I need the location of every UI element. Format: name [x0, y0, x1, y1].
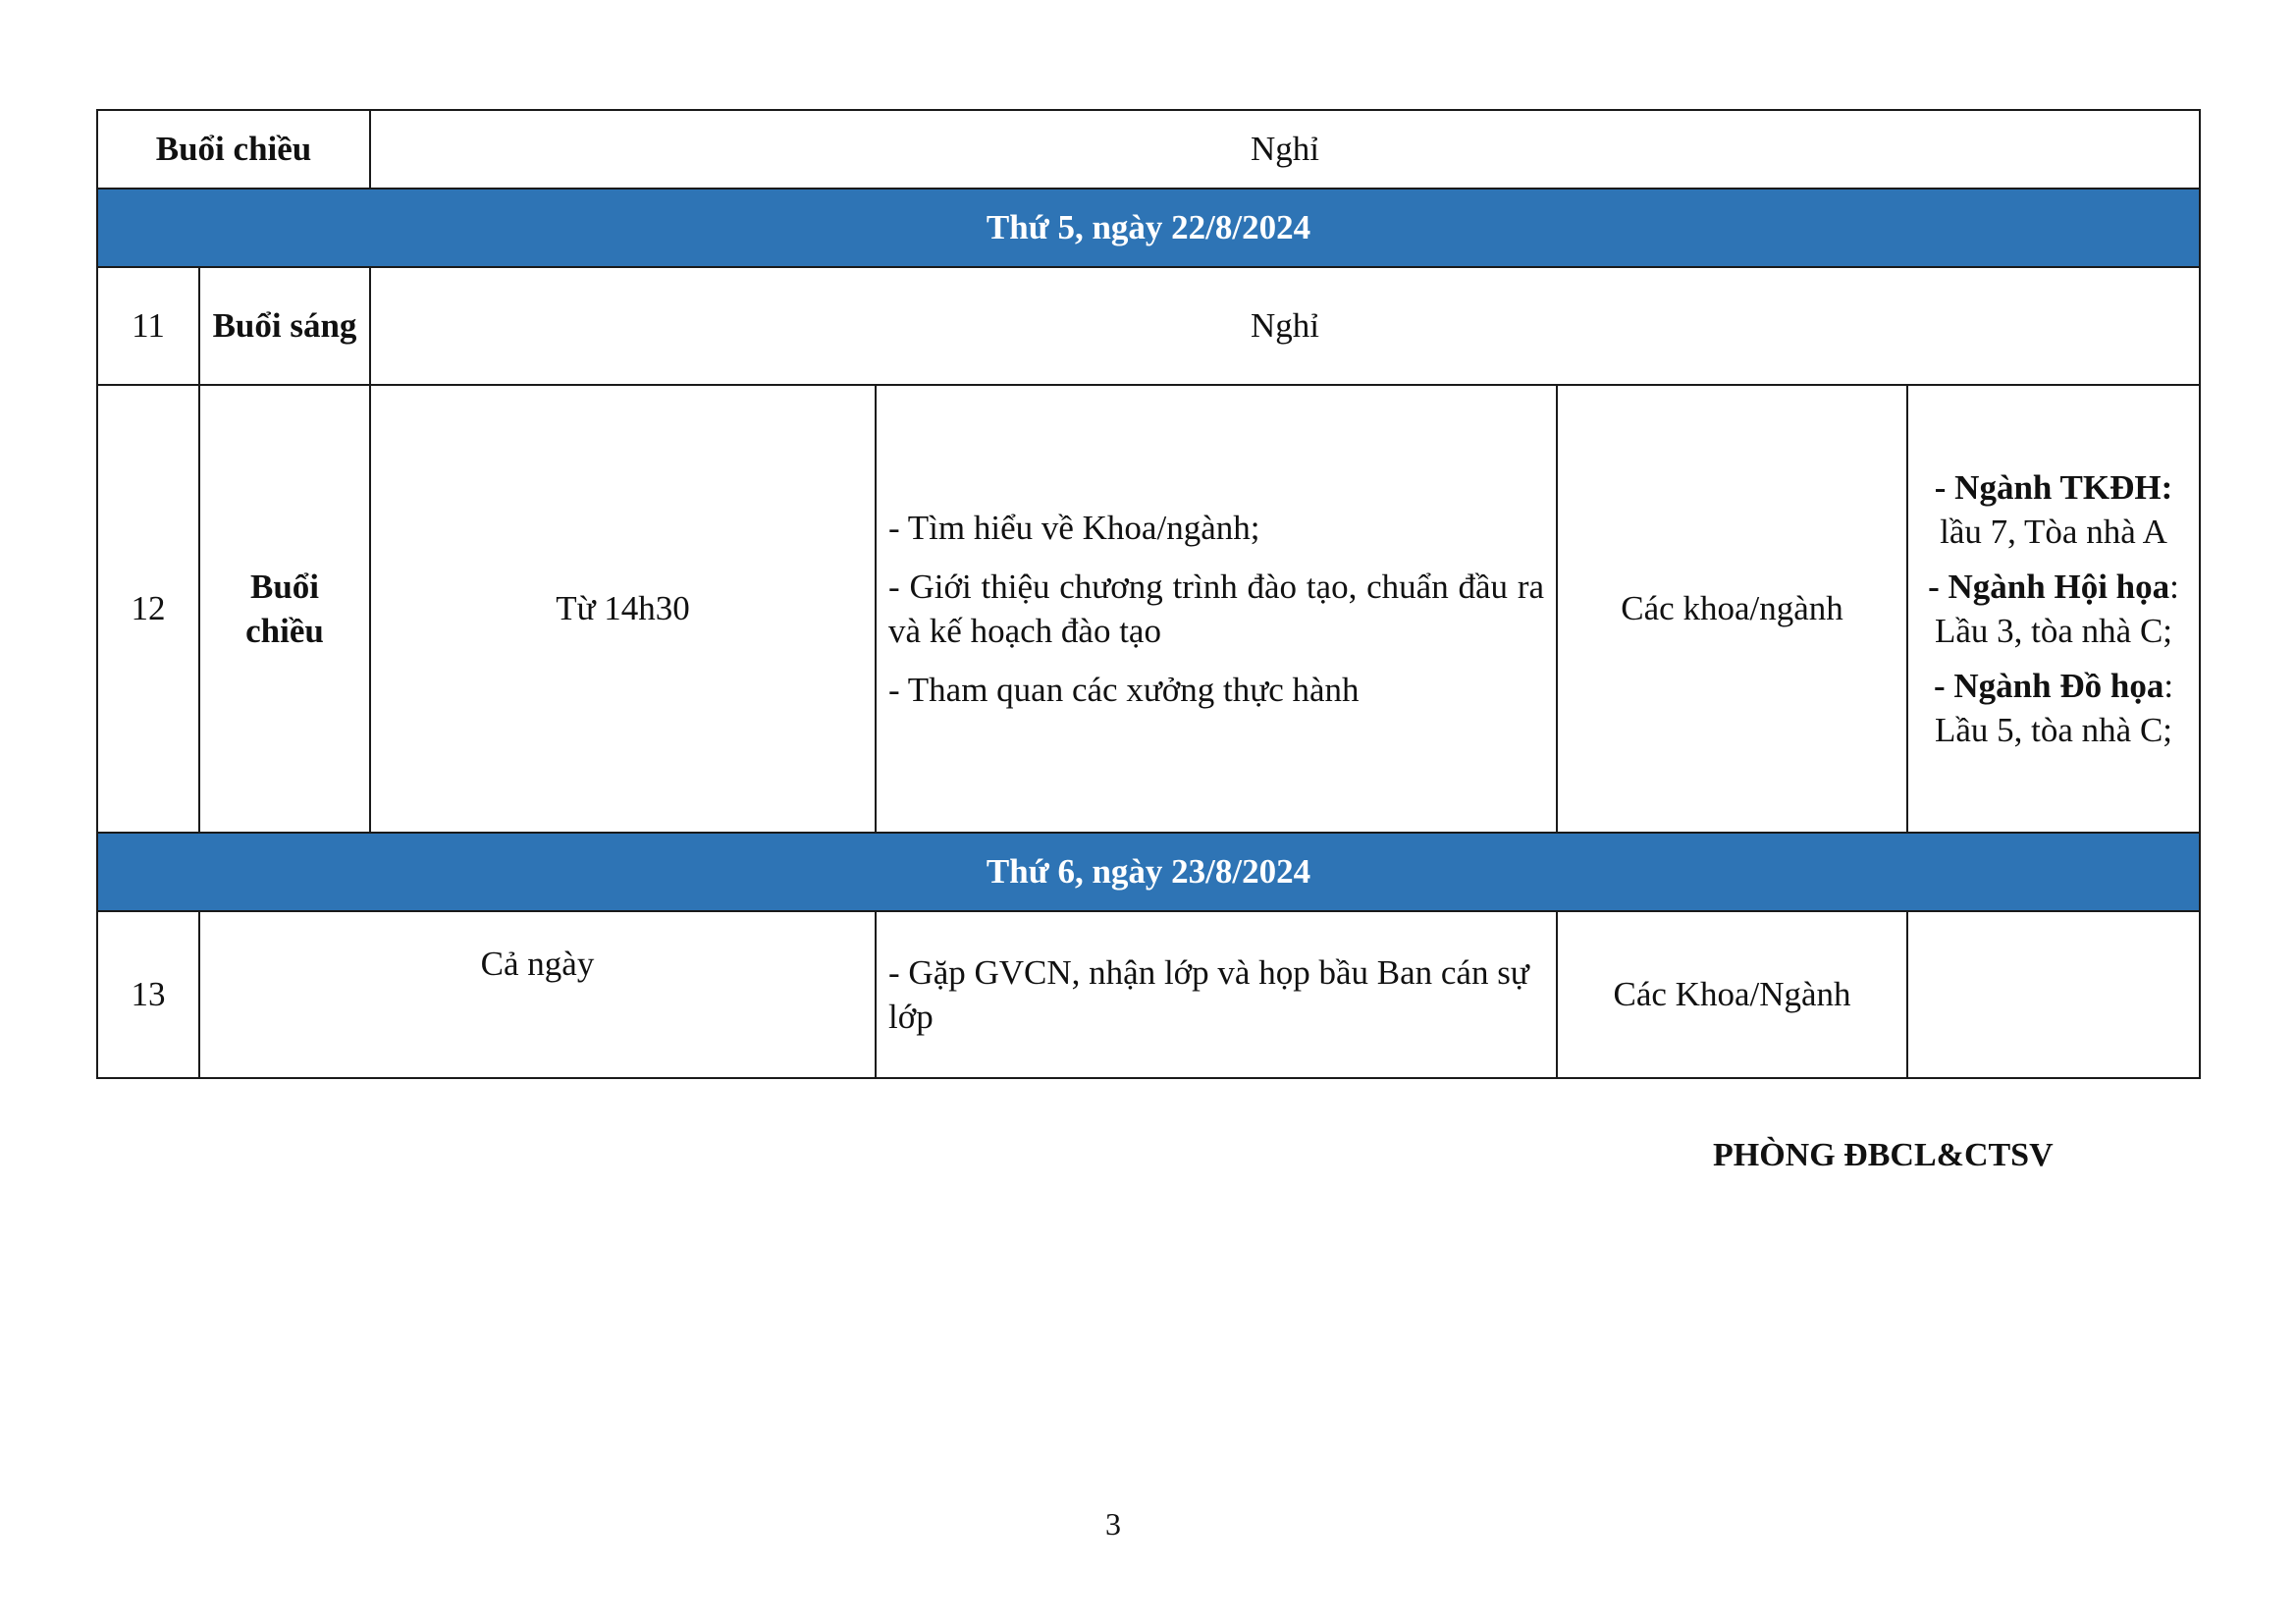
- day-header-row: [97, 833, 2200, 911]
- content-cell: Nghỉ: [370, 267, 2200, 385]
- session-cell: Buổi sáng: [199, 267, 370, 385]
- row-number: 11: [97, 267, 199, 385]
- day-header: Thứ 6, ngày 23/8/2024: [97, 833, 2200, 911]
- location-detail: lầu 7, Tòa nhà A: [1940, 513, 2167, 551]
- time-cell: Từ 14h30: [370, 385, 876, 833]
- activity-item: - Giới thiệu chương trình đào tạo, chuẩn đầu ra và kế hoạch đào tạo: [888, 567, 1545, 650]
- table-row: [97, 911, 2200, 1078]
- location-detail: : Lầu 3, tòa nhà C;: [1935, 567, 2179, 650]
- table-row: [97, 267, 2200, 385]
- content-cell: Nghỉ: [370, 110, 2200, 189]
- day-header: Thứ 5, ngày 22/8/2024: [97, 189, 2200, 267]
- location-cell: [1907, 911, 2200, 1078]
- location-item: [1920, 465, 2187, 555]
- location-name: - Ngành TKĐH:: [1934, 467, 2173, 507]
- day-header-row: [97, 189, 2200, 267]
- time-cell: Cả ngày: [199, 911, 876, 1078]
- location-item: [1920, 664, 2187, 753]
- table-row: [97, 385, 2200, 833]
- responsible-cell: Các Khoa/Ngành: [1557, 911, 1907, 1078]
- schedule-table: [96, 109, 2201, 1079]
- signature-department: PHÒNG ĐBCL&CTSV: [1713, 1137, 2054, 1173]
- location-item: [1920, 565, 2187, 654]
- page-number: 3: [1105, 1506, 1121, 1542]
- activity-item: - Tìm hiểu về Khoa/ngành;: [888, 509, 1260, 547]
- table-row: [97, 110, 2200, 189]
- location-cell: [1907, 385, 2200, 833]
- row-number: 12: [97, 385, 199, 833]
- activities-cell: [876, 385, 1557, 833]
- session-cell: Buổi chiều: [199, 385, 370, 833]
- session-cell: Buổi chiều: [97, 110, 370, 189]
- row-number: 13: [97, 911, 199, 1078]
- location-name: - Ngành Đồ họa: [1933, 666, 2164, 705]
- location-detail: : Lầu 5, tòa nhà C;: [1935, 666, 2174, 749]
- activity-item: - Tham quan các xưởng thực hành: [888, 670, 1360, 709]
- location-name: - Ngành Hội họa: [1928, 567, 2170, 606]
- activity-cell: - Gặp GVCN, nhận lớp và họp bầu Ban cán sự lớp: [876, 911, 1557, 1078]
- responsible-cell: Các khoa/ngành: [1557, 385, 1907, 833]
